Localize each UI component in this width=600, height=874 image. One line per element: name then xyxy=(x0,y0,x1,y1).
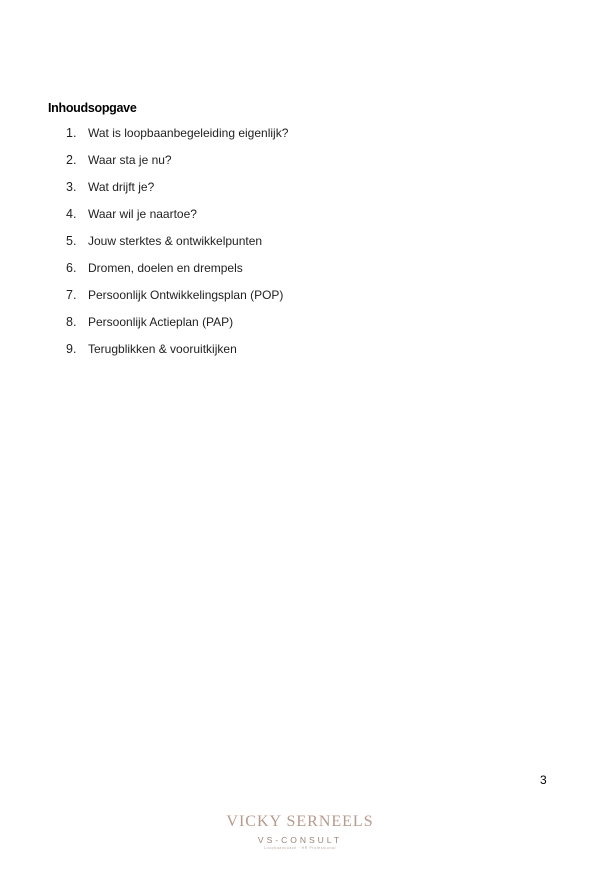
toc-item xyxy=(66,207,288,234)
toc-item-label: Jouw sterktes & ontwikkelpunten xyxy=(88,234,263,248)
toc-list xyxy=(66,126,288,369)
toc-item-number: 8. xyxy=(66,315,77,329)
toc-item-number: 7. xyxy=(66,288,77,302)
brand-name: VICKY SERNEELS xyxy=(226,813,374,830)
toc-item xyxy=(66,261,288,288)
toc-item xyxy=(66,342,288,369)
toc-item xyxy=(66,234,288,261)
toc-item-number: 1. xyxy=(66,126,77,140)
brand-tagline: Loopbaancoach · HR Professional xyxy=(264,846,336,850)
toc-item xyxy=(66,288,288,315)
toc-item xyxy=(66,153,288,180)
toc-item-number: 6. xyxy=(66,261,77,275)
toc-item-label: Wat is loopbaanbegeleiding eigenlijk? xyxy=(88,126,289,140)
toc-item-number: 3. xyxy=(66,180,77,194)
toc-item-label: Waar sta je nu? xyxy=(88,153,172,167)
toc-item-label: Persoonlijk Ontwikkelingsplan (POP) xyxy=(88,288,284,302)
toc-item xyxy=(66,126,288,153)
toc-item-label: Wat drijft je? xyxy=(88,180,155,194)
toc-title: Inhoudsopgave xyxy=(48,101,137,115)
toc-item-number: 5. xyxy=(66,234,77,248)
brand-logo xyxy=(0,812,600,851)
toc-item-label: Dromen, doelen en drempels xyxy=(88,261,243,275)
toc-item xyxy=(66,315,288,342)
toc-item-label: Persoonlijk Actieplan (PAP) xyxy=(88,315,234,329)
toc-item-number: 9. xyxy=(66,342,77,356)
toc-item-number: 2. xyxy=(66,153,77,167)
toc-item xyxy=(66,180,288,207)
toc-item-number: 4. xyxy=(66,207,77,221)
toc-item-label: Terugblikken & vooruitkijken xyxy=(88,342,237,356)
toc-item-label: Waar wil je naartoe? xyxy=(88,207,197,221)
page-number: 3 xyxy=(540,773,547,787)
brand-subtitle: VS-CONSULT xyxy=(257,835,343,845)
